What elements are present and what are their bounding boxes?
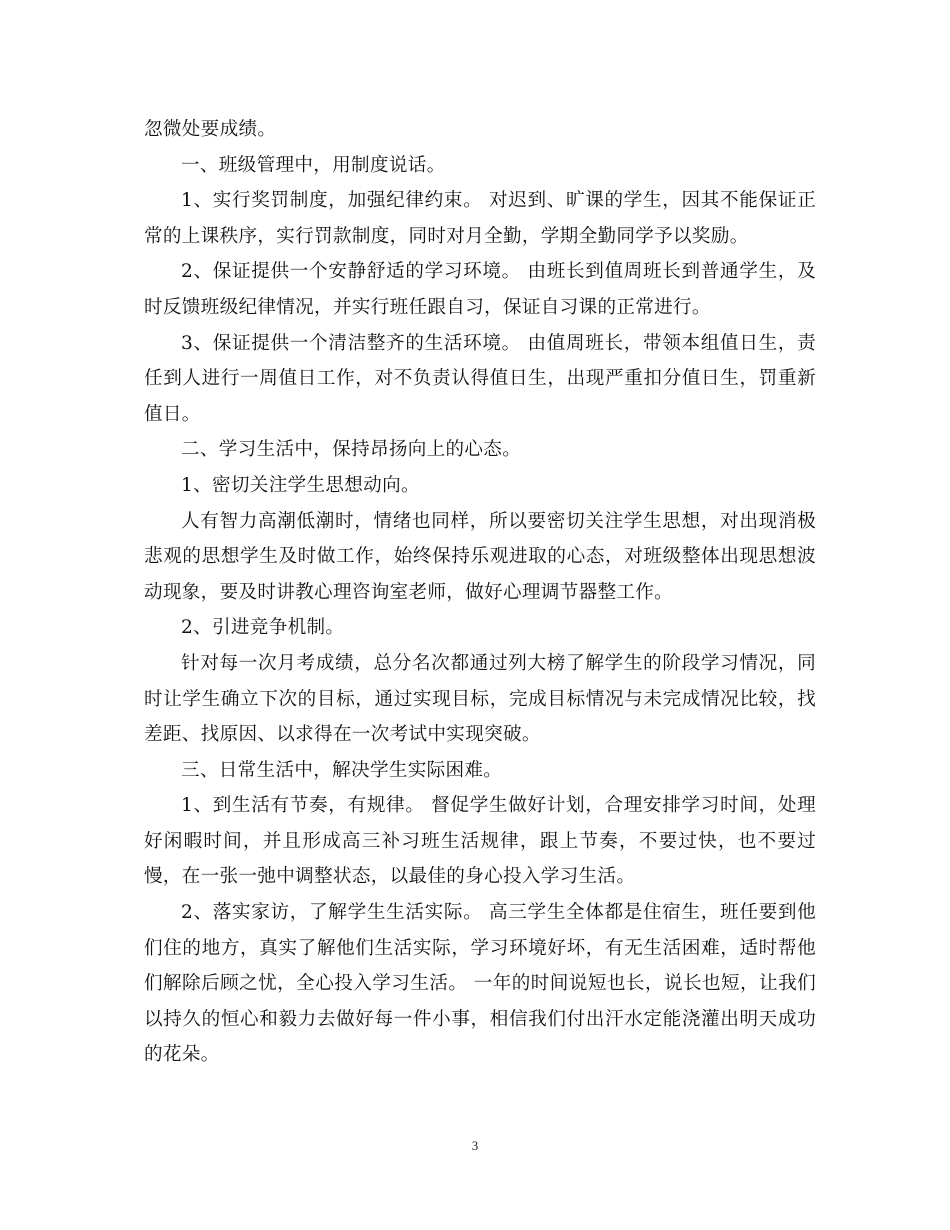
paragraph-reward-punishment: 1、实行奖罚制度，加强纪律约束。 对迟到、旷课的学生，因其不能保证正常的上课秩序，实行罚款制度，同时对月全勤，学期全勤同学予以奖励。: [144, 190, 816, 247]
paragraph-competition: 针对每一次月考成绩，总分名次都通过列大榜了解学生的阶段学习情况，同时让学生确立下次的目标，通过实现目标，完成目标情况与未完成情况比较，找差距、找原因、以求得在一次考试中实现突破。: [144, 652, 816, 746]
paragraph-clean-environment: 3、保证提供一个清洁整齐的生活环境。 由值周班长，带领本组值日生，责任到人进行一周值日工作，对不负责认得值日生，出现严重扣分值日生，罚重新值日。: [144, 332, 816, 425]
paragraph-continuation: 忽微处要成绩。: [144, 119, 277, 140]
paragraph-rhythm: 1、到生活有节奏，有规律。 督促学生做好计划，合理安排学习时间，处理好闲暇时间，并且形成高三补习班生活规律，跟上节奏，不要过快，也不要过慢，在一张一弛中调整状态，以最佳的身心投入学习生活。: [144, 795, 816, 888]
paragraph-home-visits: 2、落实家访，了解学生生活实际。 高三学生全体都是住宿生，班任要到他们住的地方，真实了解他们生活实际，学习环境好坏，有无生活困难，适时帮他们解除后顾之忧，全心投入学习生活。 一年的时间说短也长，说长也短，让我们以持久的恒心和毅力去做好每一件小事，相信我们付出汗水定能浇灌出明天成功的花朵。: [144, 902, 816, 1066]
section-heading-class-management: 一、班级管理中，用制度说话。: [181, 154, 446, 176]
paragraph-student-thoughts: 人有智力高潮低潮时，情绪也同样，所以要密切关注学生思想，对出现消极悲观的思想学生及时做工作，始终保持乐观进取的心态，对班级整体出现思想波动现象，要及时讲教心理咨询室老师，做好心理调节器整工作。: [144, 510, 816, 603]
section-heading-study-life: 二、学习生活中，保持昂扬向上的心态。: [181, 439, 522, 461]
subheading-competition: 2、引进竞争机制。: [181, 617, 345, 639]
paragraph-quiet-environment: 2、保证提供一个安静舒适的学习环境。 由班长到值周班长到普通学生，及时反馈班级纪律情况，并实行班任跟自习，保证自习课的正常进行。: [144, 261, 816, 318]
subheading-student-thoughts: 1、密切关注学生思想动向。: [181, 474, 420, 496]
page-number: 3: [471, 1138, 479, 1153]
section-heading-daily-life: 三、日常生活中，解决学生实际困难。: [181, 759, 503, 781]
document-body: [144, 112, 816, 1073]
